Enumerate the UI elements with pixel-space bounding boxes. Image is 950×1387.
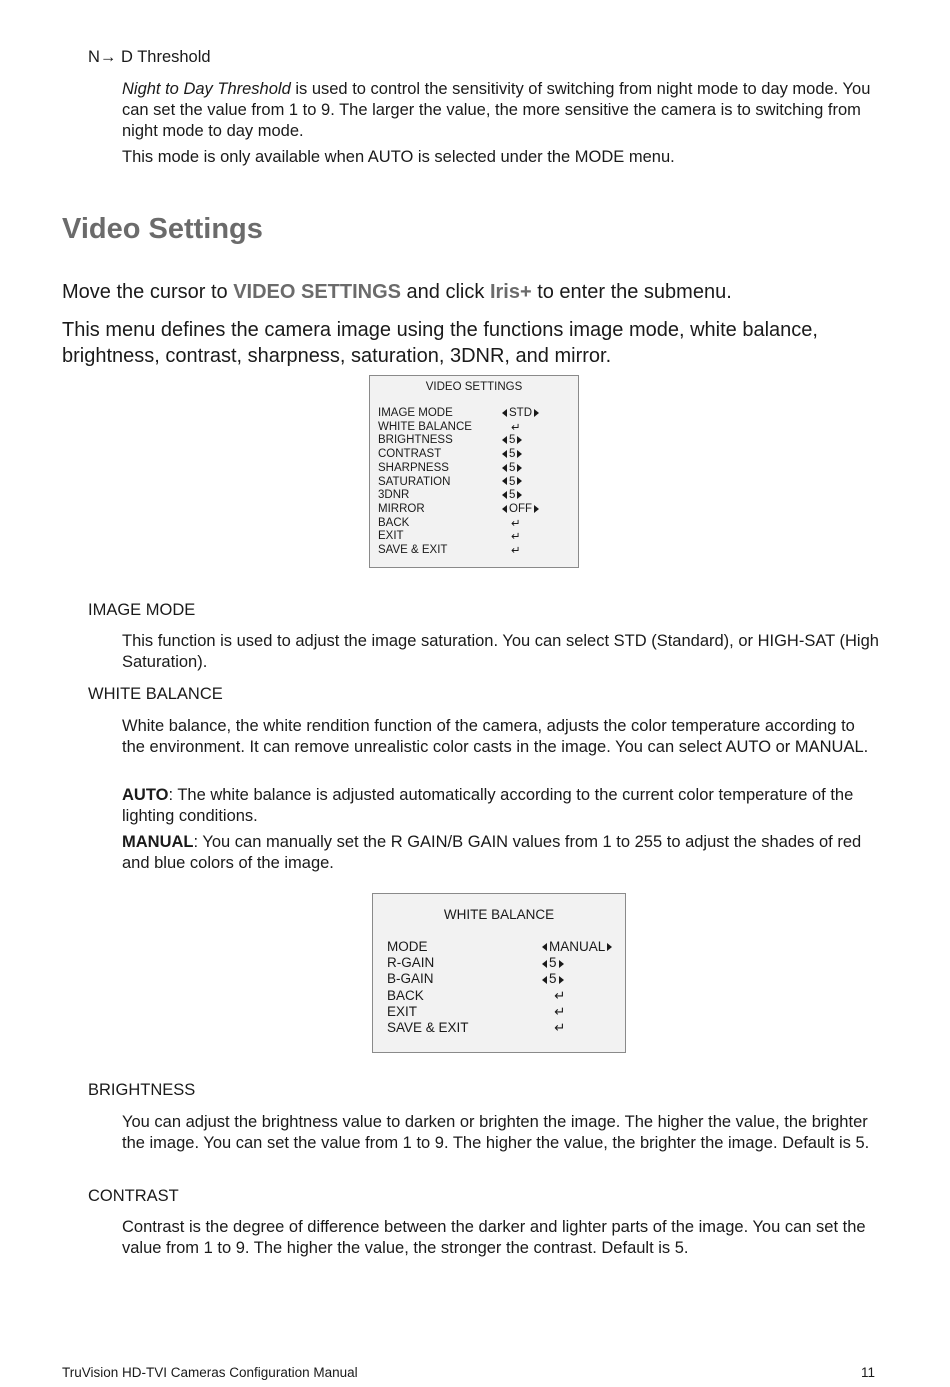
menu-item-enter (554, 1004, 565, 1020)
menu-item-label: MODE (387, 939, 428, 954)
video-settings-menu (369, 375, 579, 568)
arrow-right-icon (607, 943, 612, 951)
manual-text: : You can manually set the R GAIN/B GAIN values from 1 to 255 to adjust the shades of red and blue colors of the image. (122, 833, 862, 872)
video-menu-title: VIDEO SETTINGS (425, 381, 523, 393)
image-mode-heading: IMAGE MODE (88, 601, 196, 619)
image-mode-text: This function is used to adjust the image saturation. You can select STD (Standard), or HIGH-SAT (High Saturation). (122, 632, 879, 671)
footer-page-number: 11 (861, 1365, 876, 1380)
menu-item-value (502, 476, 522, 490)
arrow-right-icon (517, 436, 522, 444)
menu-item-value-text: 5 (549, 971, 557, 987)
arrow-right-icon (517, 491, 522, 499)
white-balance-text: White balance, the white rendition function of the camera, adjusts the color temperature according to the environment. It can remove unrealistic color casts in the image. You can select AUTO or MANUAL. (122, 717, 869, 756)
menu-item-label: SHARPNESS (378, 461, 449, 474)
menu-item-value-text: STD (509, 407, 532, 419)
enter-icon: ↵ (511, 543, 521, 557)
arrow-left-icon (542, 943, 547, 951)
white-balance-heading: WHITE BALANCE (88, 685, 223, 703)
menu-item-enter (511, 421, 521, 436)
menu-item-enter (511, 544, 521, 559)
menu-item-label: WHITE BALANCE (378, 420, 472, 433)
instruction-menu-target: VIDEO SETTINGS (233, 281, 401, 303)
menu-item-value-text: 5 (509, 434, 516, 447)
arrow-left-icon (502, 436, 507, 444)
arrow-left-icon (502, 409, 507, 417)
nd-threshold-description (122, 79, 882, 142)
arrow-right-icon (517, 477, 522, 485)
menu-item-label: MIRROR (378, 502, 425, 515)
brightness-heading: BRIGHTNESS (88, 1081, 196, 1099)
manual-term: MANUAL (122, 833, 194, 851)
instruction-text: to enter the submenu. (531, 281, 732, 303)
menu-item-enter (554, 1020, 565, 1036)
brightness-text: You can adjust the brightness value to darken or brighten the image. The higher the value, the brighter the image. You can set the value from 1 to 9. The higher the value, the brighter the image. Default is 5. (122, 1113, 870, 1152)
arrow-left-icon (502, 505, 507, 513)
instruction-text: Move the cursor to (62, 281, 234, 303)
arrow-left-icon (502, 477, 507, 485)
menu-item-label: BACK (378, 516, 410, 529)
menu-item-value-text: MANUAL (549, 939, 606, 954)
arrow-left-icon (502, 464, 507, 472)
nd-threshold-term: Night to Day Threshold (122, 80, 291, 98)
menu-item-label: 3DNR (378, 489, 410, 502)
enter-icon: ↵ (554, 987, 566, 1004)
arrow-left-icon (542, 960, 547, 968)
menu-item-label: BRIGHTNESS (378, 434, 453, 447)
footer-doc-title: TruVision HD-TVI Cameras Configuration Manual (62, 1365, 358, 1380)
menu-item-value-text: 5 (509, 448, 516, 461)
menu-item-value (502, 434, 522, 448)
white-balance-manual (122, 832, 882, 874)
menu-item-value-text: 5 (549, 955, 557, 971)
enter-icon: ↵ (511, 529, 521, 544)
menu-item-value-text: 5 (509, 489, 516, 502)
arrow-left-icon (542, 976, 547, 984)
enter-icon: ↵ (511, 419, 521, 434)
wb-menu-title: WHITE BALANCE (443, 907, 555, 922)
menu-item-value (502, 489, 522, 503)
arrow-right-icon (559, 960, 564, 968)
menu-item-label: IMAGE MODE (378, 407, 453, 419)
instruction-iris-button: Iris+ (489, 281, 532, 303)
arrow-right-icon (517, 464, 522, 472)
menu-item-label: BACK (387, 987, 424, 1003)
arrow-right-icon (534, 409, 539, 417)
arrow-left-icon (502, 450, 507, 458)
menu-item-value (502, 448, 522, 462)
enter-icon: ↵ (554, 1020, 566, 1036)
menu-item-enter (554, 988, 565, 1004)
menu-item-label: CONTRAST (378, 448, 442, 461)
menu-item-label: SAVE & EXIT (378, 544, 448, 556)
menu-item-value-text: 5 (509, 461, 516, 474)
menu-item-value-text: OFF (509, 502, 532, 515)
menu-item-value (542, 955, 564, 971)
menu-item-label: EXIT (387, 1003, 418, 1019)
contrast-heading: CONTRAST (88, 1187, 179, 1205)
menu-item-value (502, 407, 539, 421)
instruction-text: and click (401, 281, 490, 303)
menu-item-value (542, 939, 612, 955)
menu-item-value-text: 5 (509, 475, 516, 488)
menu-item-label: EXIT (378, 530, 404, 543)
arrow-left-icon (502, 491, 507, 499)
enter-icon: ↵ (511, 515, 521, 530)
arrow-right-icon (534, 505, 539, 513)
auto-text: : The white balance is adjusted automatically according to the current color temperature of the lighting conditions. (122, 786, 854, 825)
menu-item-label: SATURATION (378, 475, 451, 488)
arrow-right-icon (517, 450, 522, 458)
video-settings-description: This menu defines the camera image using the functions image mode, white balance, brightness, contrast, sharpness, saturation, 3DNR, and mirror. (62, 319, 818, 367)
menu-item-label: B-GAIN (387, 971, 434, 987)
contrast-text: Contrast is the degree of difference between the darker and lighter parts of the image. You can set the value from 1 to 9. The higher the value, the stronger the contrast. Default is 5. (122, 1218, 866, 1257)
auto-term: AUTO (122, 786, 169, 804)
nd-threshold-note: This mode is only available when AUTO is selected under the MODE menu. (122, 148, 675, 166)
menu-item-label: SAVE & EXIT (387, 1020, 469, 1035)
arrow-right-icon (559, 976, 564, 984)
menu-item-value (542, 971, 564, 987)
enter-icon: ↵ (554, 1003, 566, 1020)
video-settings-instruction (62, 279, 902, 305)
nd-threshold-desc-text: is used to control the sensitivity of switching from night mode to day mode. You can set the value from 1 to 9. The larger the value, the more sensitive the camera is to switching from night mode to day mode. (122, 80, 871, 140)
menu-item-value (502, 462, 522, 476)
menu-item-label: R-GAIN (387, 955, 435, 971)
white-balance-menu (372, 893, 626, 1053)
white-balance-auto (122, 785, 882, 827)
nd-threshold-heading: N→ D Threshold (88, 48, 211, 66)
video-settings-title: Video Settings (62, 213, 263, 245)
menu-item-value (502, 503, 539, 517)
